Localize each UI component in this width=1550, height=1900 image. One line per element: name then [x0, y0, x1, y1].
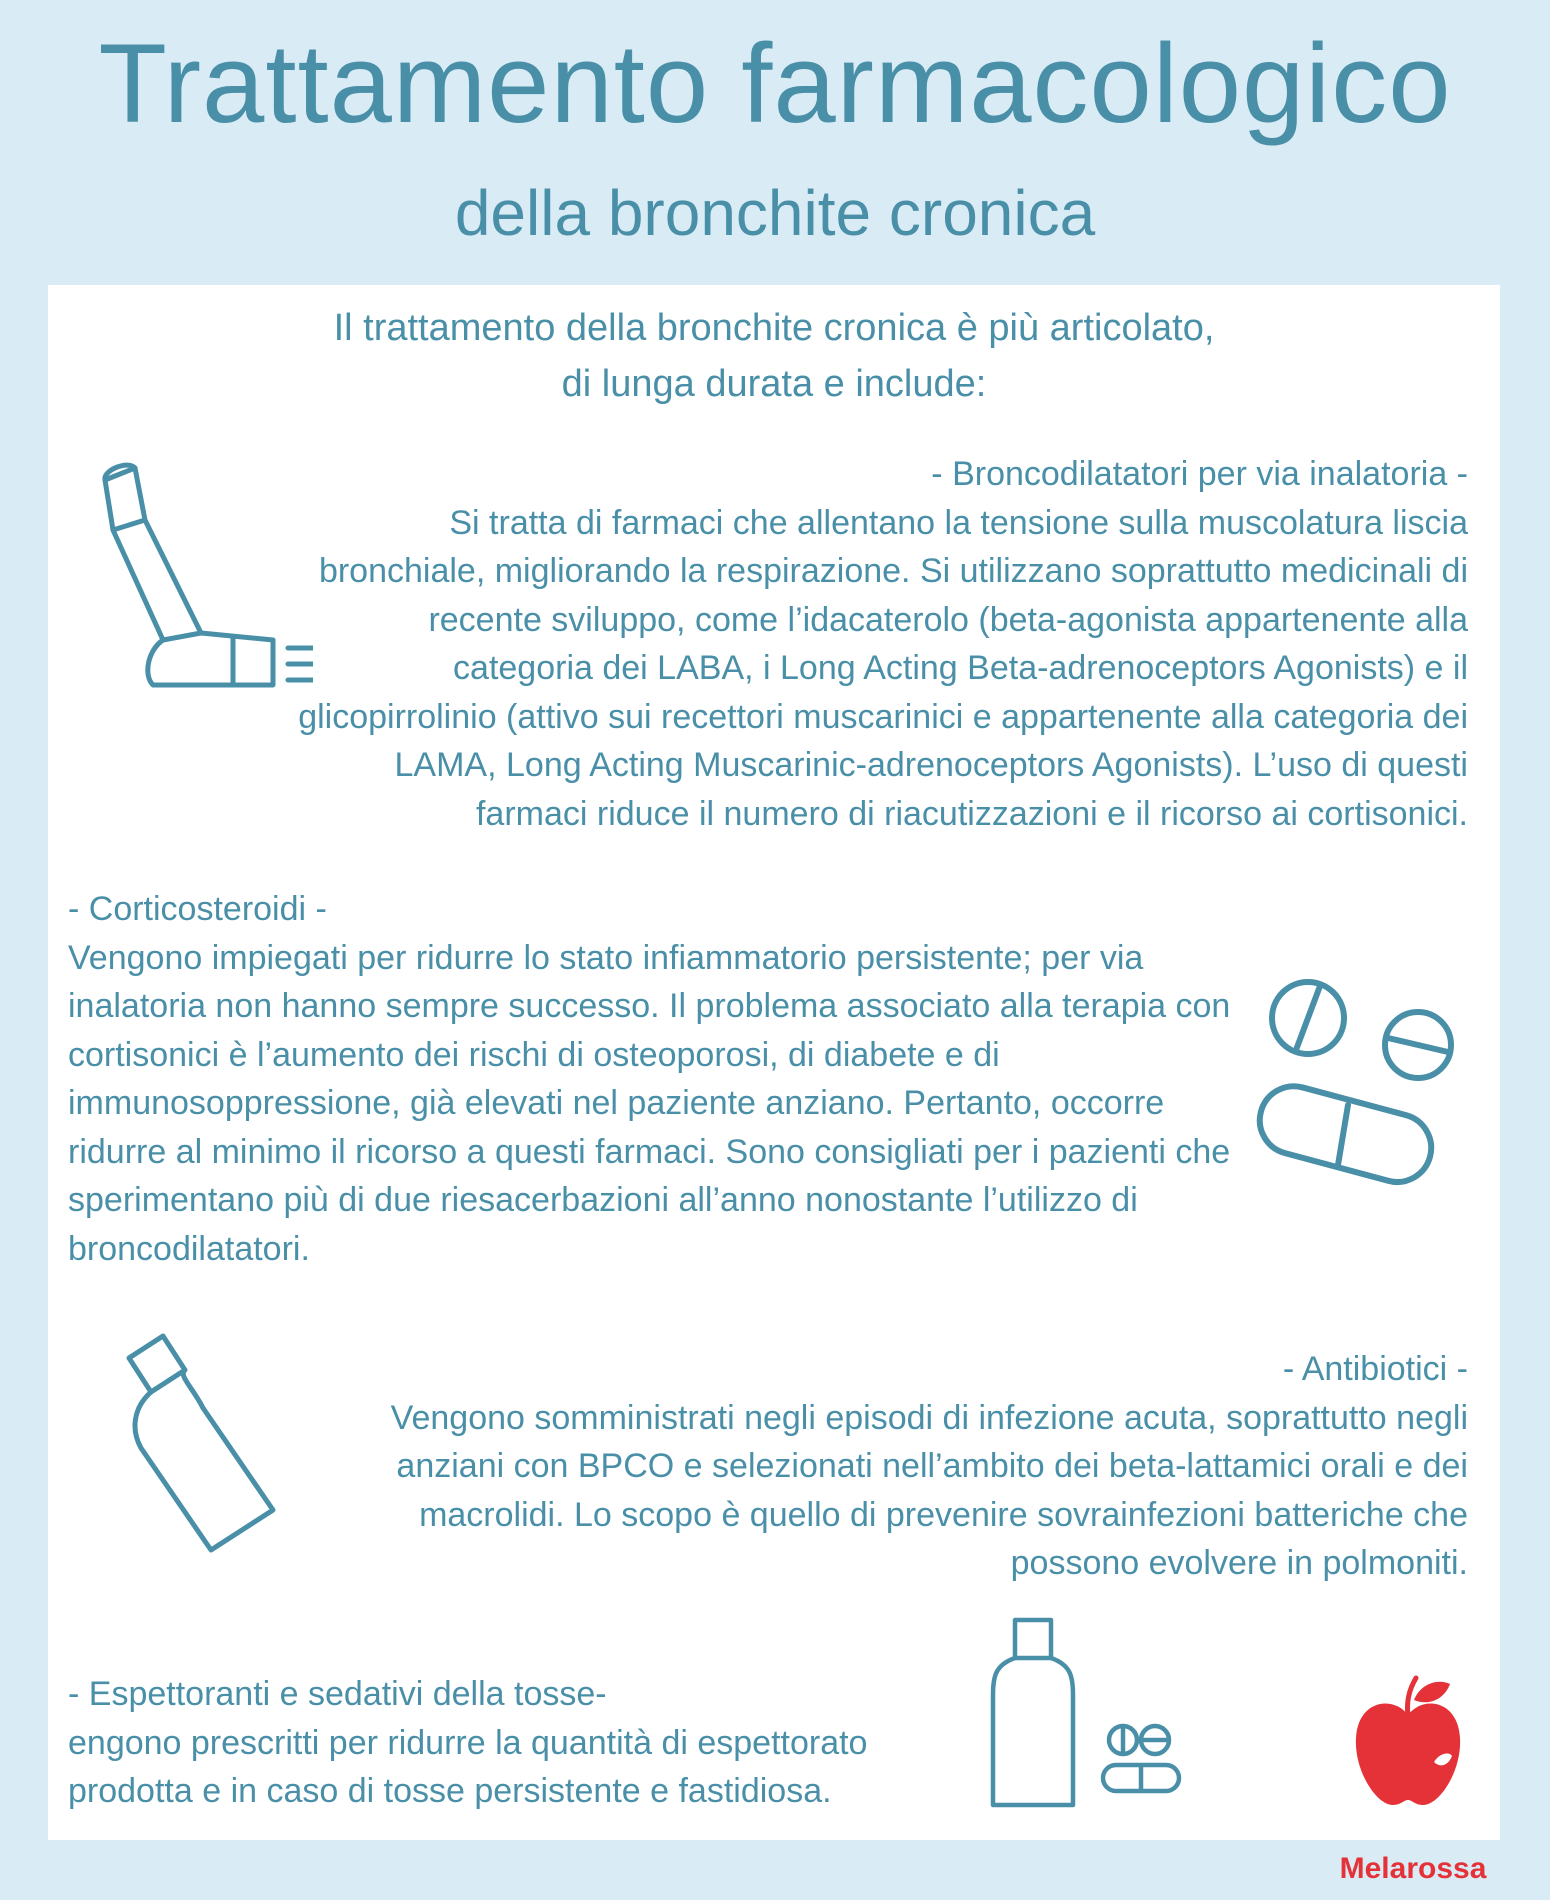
page-subtitle: della bronchite cronica [454, 177, 1096, 249]
section-broncodilatatori [288, 450, 1468, 838]
pills-icon [1248, 970, 1468, 1190]
section-heading: - Antibiotici - [1282, 1350, 1468, 1388]
syrup-and-pills-icon [983, 1615, 1233, 1815]
intro-line-2: di lunga durata e include: [561, 363, 987, 405]
inhaler-icon [93, 440, 313, 690]
section-body: Vengono impiegati per ridurre lo stato infiammatorio persistente; per via inalatoria non hanno sempre successo. Il problema associato alla terapia con cortisonici è l’aumento dei rischi di osteoporosi, di diabete e di immunosoppressione, già elevati nel paziente anziano. Pertanto, occorre ridurre al minimo il ricorso a questi farmaci. Sono consigliati per i pazienti che sperimentano più di due riesacerbazioni all’anno nonostante l’utilizzo di broncodilatatori. [68, 938, 1231, 1268]
section-corticosteroidi [68, 885, 1248, 1273]
intro-text [48, 300, 1500, 412]
content-card [48, 285, 1500, 1840]
section-body: Vengono somministrati negli episodi di infezione acuta, soprattutto negli anziani con BPCO e selezionati nell’ambito dei beta-lattamici orali e dei macrolidi. Lo scopo è quello di prevenire sovrainfezioni batteriche che possono evolvere in polmoniti. [390, 1398, 1468, 1582]
section-heading: - Espettoranti e sedativi della tosse- [68, 1675, 607, 1713]
section-antibiotici [288, 1345, 1468, 1588]
section-heading: - Broncodilatatori per via inalatoria - [931, 455, 1468, 493]
page-title: Trattamento farmacologico [98, 21, 1452, 146]
section-body: engono prescritti per ridurre la quantità di espettorato prodotta e in caso di tosse persistente e fastidiosa. [68, 1723, 868, 1810]
intro-line-1: Il trattamento della bronchite cronica è più articolato, [333, 307, 1215, 349]
section-body: Si tratta di farmaci che allentano la tensione sulla muscolatura liscia bronchiale, migliorando la respirazione. Si utilizzano soprattutto medicinali di recente sviluppo, come l’idacaterolo (beta-agonista appartenente alla categoria dei LABA, i Long Acting Beta-adrenoceptors Agonists) e il glicopirrolinio (attivo sui recettori muscarinici e appartenente alla categoria dei LAMA, Long Acting Muscarinic-adrenoceptors Agonists). L’uso di questi farmaci riduce il numero di riacutizzazioni e il ricorso ai cortisonici. [298, 503, 1468, 833]
section-espettoranti [68, 1670, 968, 1816]
bottle-icon [123, 1330, 303, 1560]
apple-logo-icon [1348, 1670, 1468, 1810]
brand-name: Melarossa [1339, 1852, 1487, 1885]
section-heading: - Corticosteroidi - [68, 890, 327, 928]
